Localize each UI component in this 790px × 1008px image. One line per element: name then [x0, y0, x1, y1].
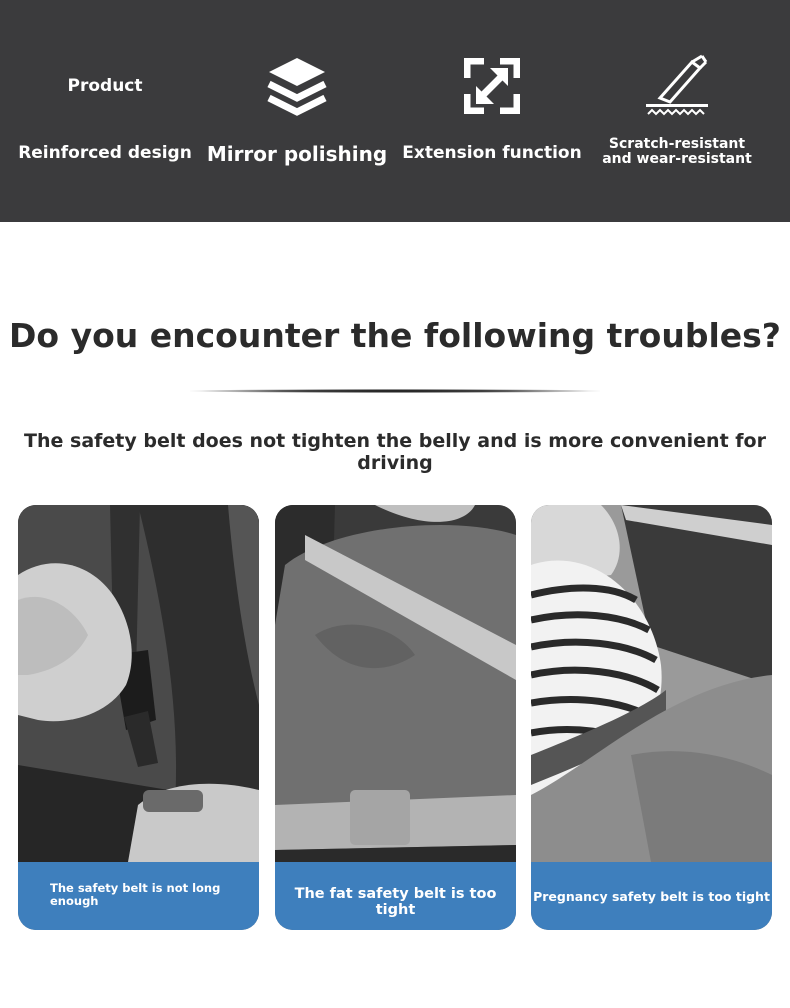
feature-label: Extension function: [402, 143, 582, 163]
expand-arrows-icon: [464, 58, 520, 114]
card-caption-bar: [531, 862, 772, 930]
feature-label: Reinforced design: [18, 143, 192, 163]
feature-banner: [0, 0, 790, 222]
layers-icon: [265, 54, 329, 118]
card-caption-bar: [275, 862, 516, 930]
card-caption-bar: [18, 862, 259, 930]
photo-buckling-seatbelt: [18, 505, 259, 862]
feature-label: Mirror polishing: [206, 142, 388, 166]
trouble-card-pregnancy-belt: [531, 505, 772, 930]
feature-extension-function: [397, 0, 587, 222]
product-word: Product: [67, 76, 143, 96]
trouble-card-belt-too-short: [18, 505, 259, 930]
card-caption: Pregnancy safety belt is too tight: [533, 889, 770, 904]
feature-label: [582, 137, 772, 167]
feature-label-line: Scratch-resistant: [608, 136, 746, 152]
page-subline: The safety belt does not tighten the belly and is more convenient for driving: [24, 430, 766, 474]
feature-scratch-resistant: [582, 0, 772, 222]
page-headline: Do you encounter the following troubles?: [9, 316, 781, 355]
feature-mirror-polishing: [202, 0, 392, 222]
feature-label-line: and wear-resistant: [602, 151, 752, 167]
blade-scratch-icon: [642, 54, 712, 118]
photo-belt-over-belly: [275, 505, 516, 862]
feature-product-text: [10, 52, 200, 120]
feature-reinforced-design: [10, 0, 200, 222]
headline-divider: [190, 389, 600, 393]
card-caption: The safety belt is not long enough: [50, 881, 221, 908]
photo-pregnant-belly-belt: [531, 505, 772, 862]
trouble-card-belt-too-tight: [275, 505, 516, 930]
card-caption: The fat safety belt is too tight: [294, 886, 497, 918]
